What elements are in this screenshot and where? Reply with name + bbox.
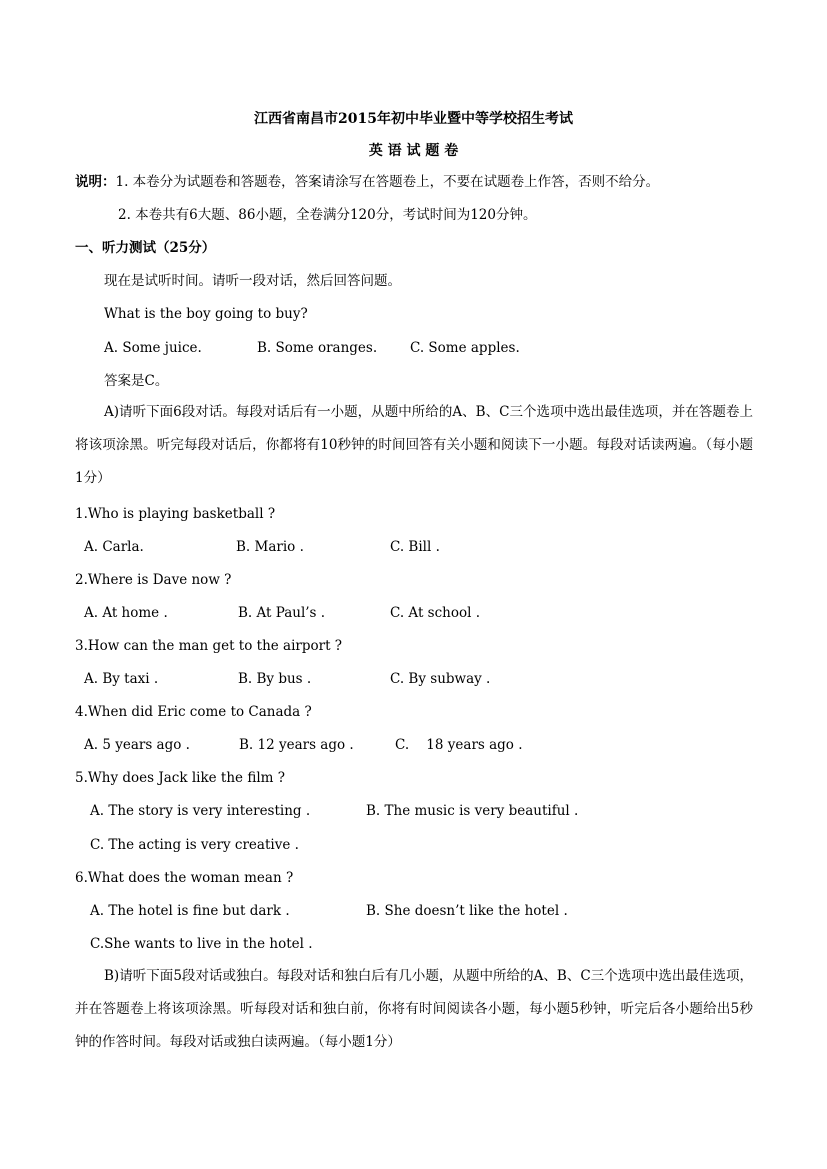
example-option-b: B. Some oranges. — [257, 340, 378, 356]
q2-option-c: C. At school . — [390, 605, 480, 621]
exam-subtitle: 英 语 试 题 卷 — [368, 143, 459, 159]
part-b-instructions: B)请听下面5段对话或独白。每段对话和独白后有几小题，从题中所给的A、B、C三个选项中选出最佳选项，并在答题卷上将该项涂黑。听每段对话和独白前，你将有时间阅读各小题，每小题5秒钟，听完后各小题给出5秒钟的作答时间。每段对话或独白读两遍。（每小题1分） — [75, 968, 753, 1050]
part-a-instructions: A)请听下面6段对话。每段对话后有一小题，从题中所给的A、B、C三个选项中选出最佳选项，并在答题卷上将该项涂黑。听完每段对话后，你都将有10秒钟的时间回答有关小题和阅读下一小题。每段对话读两遍。（每小题1分） — [75, 404, 753, 486]
q2-option-a: A. At home . — [84, 605, 168, 621]
notes-item-1 — [75, 173, 659, 191]
q4-option-a: A. 5 years ago . — [84, 737, 190, 753]
notes-label: 说明： — [75, 174, 116, 190]
q5-option-a: A. The story is very interesting . — [90, 803, 311, 819]
section-heading: 一、听力测试（25分） — [75, 240, 216, 256]
notes-item-2: 2. 本卷共有6大题、86小题，全卷满分120分，考试时间为120分钟。 — [118, 207, 537, 223]
q1-option-c: C. Bill . — [390, 539, 440, 555]
q2-option-b: B. At Paul’s . — [238, 605, 326, 621]
q6-option-c: C.She wants to live in the hotel . — [90, 936, 313, 952]
exam-title: 江西省南昌市2015年初中毕业暨中等学校招生考试 — [254, 111, 573, 127]
q3-option-c: C. By subway . — [390, 671, 491, 687]
example-question: What is the boy going to buy? — [104, 306, 308, 322]
q3-option-b: B. By bus . — [238, 671, 312, 687]
q1-option-a: A. Carla. — [84, 539, 144, 555]
q4-option-c: C. 18 years ago . — [395, 737, 523, 753]
q4-option-b: B. 12 years ago . — [239, 737, 354, 753]
question-2: 2.Where is Dave now ? — [75, 572, 232, 588]
example-option-c: C. Some apples. — [410, 340, 520, 356]
notes-item-1-text: 1. 本卷分为试题卷和答题卷，答案请涂写在答题卷上，不要在试题卷上作答，否则不给分。 — [115, 174, 660, 190]
q5-option-b: B. The music is very beautiful . — [366, 803, 579, 819]
example-intro: 现在是试听时间。请听一段对话，然后回答问题。 — [104, 273, 401, 289]
example-answer: 答案是C。 — [104, 373, 169, 389]
example-option-a: A. Some juice. — [104, 340, 202, 356]
question-4: 4.When did Eric come to Canada ? — [75, 704, 312, 720]
q6-option-a: A. The hotel is fine but dark . — [90, 903, 290, 919]
question-3: 3.How can the man get to the airport ? — [75, 638, 343, 654]
q5-option-c: C. The acting is very creative . — [90, 837, 299, 853]
question-6: 6.What does the woman mean ? — [75, 870, 294, 886]
q3-option-a: A. By taxi . — [84, 671, 159, 687]
question-5: 5.Why does Jack like the film ? — [75, 770, 285, 786]
q1-option-b: B. Mario . — [236, 539, 304, 555]
q6-option-b: B. She doesn’t like the hotel . — [366, 903, 568, 919]
question-1: 1.Who is playing basketball ? — [75, 506, 276, 522]
